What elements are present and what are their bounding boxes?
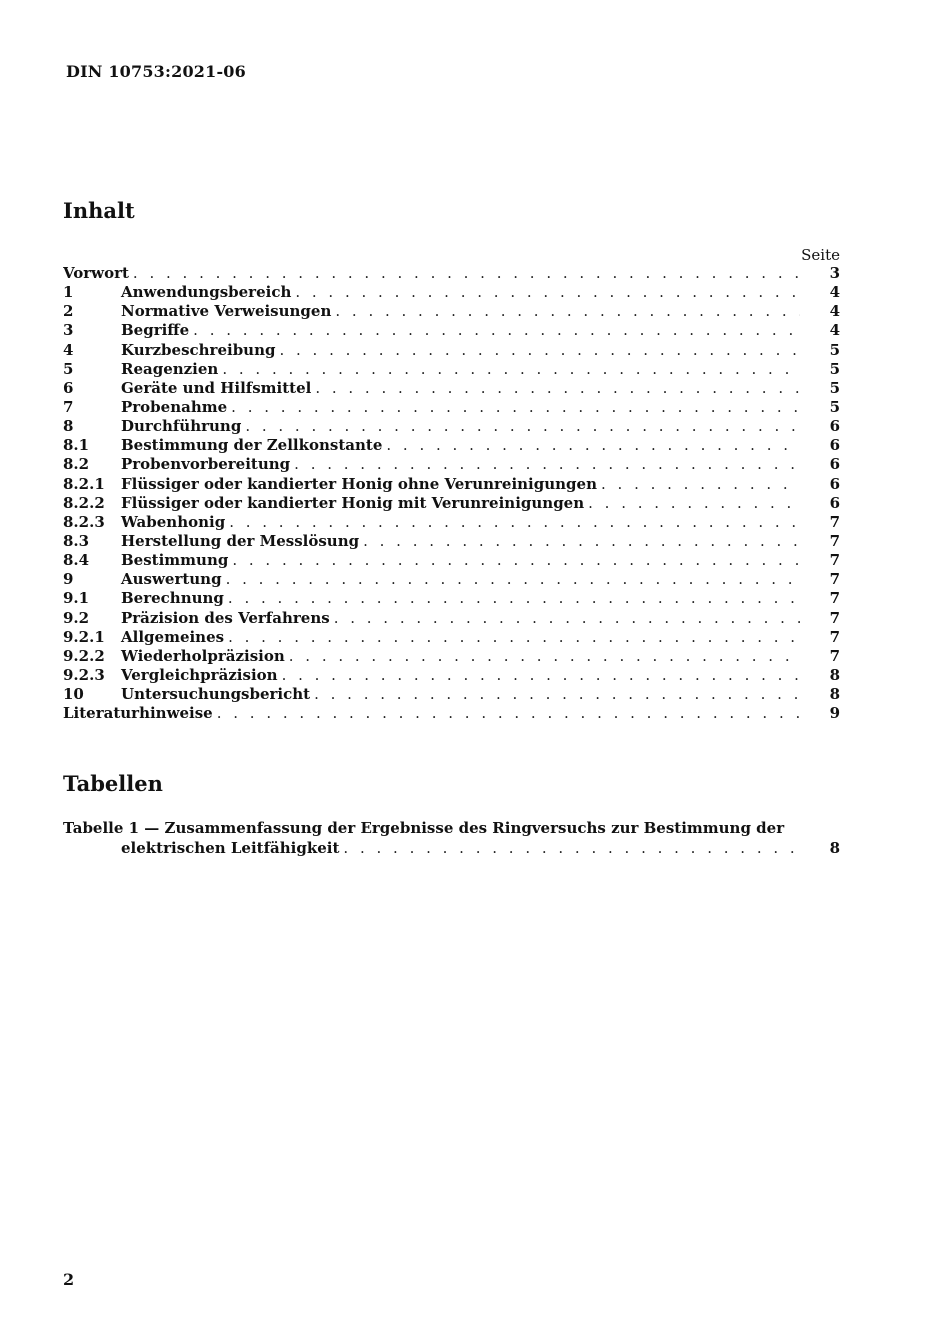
toc-entry-page: 7 bbox=[829, 551, 840, 570]
toc-entry[interactable] bbox=[63, 704, 840, 723]
leader-dots bbox=[588, 494, 800, 513]
toc-entry-page: 7 bbox=[829, 627, 840, 646]
toc-entry[interactable] bbox=[63, 475, 840, 494]
toc-entry-title: Probenahme bbox=[121, 398, 231, 417]
toc-entry-number: 8.2 bbox=[63, 455, 90, 474]
toc-entry-number: 9.2.1 bbox=[63, 627, 105, 646]
document-id: DIN 10753:2021-06 bbox=[66, 62, 246, 81]
toc-entry-page: 5 bbox=[829, 397, 840, 416]
leader-dots bbox=[295, 283, 800, 302]
toc-entry-number: 9.2.3 bbox=[63, 665, 105, 684]
toc-entry-title: Bestimmung der Zellkonstante bbox=[121, 436, 386, 455]
toc-entry-title: Kurzbeschreibung bbox=[121, 341, 279, 360]
toc-entry[interactable] bbox=[63, 283, 840, 302]
toc-entry-number: 8.2.1 bbox=[63, 474, 105, 493]
toc-entry-title: Untersuchungsbericht bbox=[121, 685, 314, 704]
toc-entry-title: Probenvorbereitung bbox=[121, 455, 294, 474]
toc-entry-number: 4 bbox=[63, 340, 74, 359]
toc-entry[interactable] bbox=[63, 532, 840, 551]
toc-entry-page: 4 bbox=[829, 302, 840, 321]
toc-entry-title: Wiederholpräzision bbox=[121, 647, 289, 666]
toc-entry-page: 6 bbox=[829, 474, 840, 493]
toc-entry-title: Auswertung bbox=[121, 570, 226, 589]
leader-dots bbox=[334, 609, 800, 628]
toc-entry-title: Anwendungsbereich bbox=[121, 283, 295, 302]
toc-entry[interactable] bbox=[63, 302, 840, 321]
leader-dots bbox=[601, 475, 800, 494]
leader-dots bbox=[228, 589, 800, 608]
leader-dots bbox=[279, 341, 800, 360]
toc-entry-number: 8.4 bbox=[63, 551, 90, 570]
table-entry-page: 8 bbox=[829, 839, 840, 857]
toc-entry-title: Wabenhonig bbox=[121, 513, 229, 532]
page-number: 2 bbox=[63, 1270, 75, 1289]
toc-entry-number: 8.3 bbox=[63, 531, 90, 550]
leader-dots bbox=[231, 398, 800, 417]
contents-heading: Inhalt bbox=[63, 198, 135, 223]
toc-entry-number: 8.2.3 bbox=[63, 512, 105, 531]
toc-entry-title: Literaturhinweise bbox=[63, 704, 217, 723]
toc-entry-title: Herstellung der Messlösung bbox=[121, 532, 363, 551]
leader-dots bbox=[217, 704, 800, 723]
toc-entry-number: 9.1 bbox=[63, 589, 90, 608]
table-entry-continuation[interactable] bbox=[63, 838, 840, 858]
toc-entry-page: 7 bbox=[829, 589, 840, 608]
leader-dots bbox=[314, 685, 800, 704]
toc-entry-title: Geräte und Hilfsmittel bbox=[121, 379, 315, 398]
toc-entry-page: 5 bbox=[829, 359, 840, 378]
toc-entry-page: 6 bbox=[829, 455, 840, 474]
page-column-label: Seite bbox=[801, 246, 840, 264]
toc-entry-number: 3 bbox=[63, 321, 74, 340]
toc-entry-title: Flüssiger oder kandierter Honig ohne Verunreinigungen bbox=[121, 475, 601, 494]
toc-entry-number: 2 bbox=[63, 302, 74, 321]
leader-dots bbox=[226, 570, 800, 589]
toc-entry-number: 7 bbox=[63, 397, 74, 416]
toc-entry[interactable] bbox=[63, 360, 840, 379]
toc-entry-page: 5 bbox=[829, 340, 840, 359]
toc-entry-page: 6 bbox=[829, 417, 840, 436]
leader-dots bbox=[315, 379, 800, 398]
toc-entry-title: Allgemeines bbox=[121, 628, 228, 647]
leader-dots bbox=[335, 302, 800, 321]
toc-entry-number: 5 bbox=[63, 359, 74, 378]
toc-entry-number: 9 bbox=[63, 570, 74, 589]
toc-entry[interactable] bbox=[63, 609, 840, 628]
toc-entry-number: 6 bbox=[63, 378, 74, 397]
toc-entry-title: Flüssiger oder kandierter Honig mit Verunreinigungen bbox=[121, 494, 588, 513]
toc-entry[interactable] bbox=[63, 455, 840, 474]
leader-dots bbox=[363, 532, 800, 551]
toc-entry[interactable] bbox=[63, 321, 840, 340]
toc-entry-title: Vergleichpräzision bbox=[121, 666, 282, 685]
toc-entry-page: 7 bbox=[829, 570, 840, 589]
toc-entry-title: Vorwort bbox=[63, 264, 133, 283]
toc-entry[interactable] bbox=[63, 685, 840, 704]
toc-entry[interactable] bbox=[63, 436, 840, 455]
toc-entry[interactable] bbox=[63, 417, 840, 436]
toc-entry[interactable] bbox=[63, 647, 840, 666]
table-entry-title-continued: elektrischen Leitfähigkeit bbox=[121, 838, 343, 858]
leader-dots bbox=[133, 264, 800, 283]
toc-entry-page: 7 bbox=[829, 608, 840, 627]
toc-entry-page: 3 bbox=[829, 264, 840, 282]
toc-entry-title: Reagenzien bbox=[121, 360, 222, 379]
toc-entry-page: 4 bbox=[829, 321, 840, 340]
toc-entry-page: 6 bbox=[829, 493, 840, 512]
toc-entry[interactable] bbox=[63, 570, 840, 589]
toc-entry[interactable] bbox=[63, 513, 840, 532]
toc-entry[interactable] bbox=[63, 551, 840, 570]
toc-entry-page: 6 bbox=[829, 436, 840, 455]
leader-dots bbox=[229, 513, 800, 532]
toc-entry-number: 10 bbox=[63, 685, 84, 704]
toc-entry-title: Präzision des Verfahrens bbox=[121, 609, 334, 628]
toc-entry-page: 8 bbox=[829, 685, 840, 704]
leader-dots bbox=[232, 551, 800, 570]
toc-entry[interactable] bbox=[63, 494, 840, 513]
table-entry-title[interactable]: Tabelle 1 — Zusammenfassung der Ergebnisse des Ringversuchs zur Bestimmung der bbox=[63, 819, 785, 837]
toc-entry-number: 1 bbox=[63, 283, 74, 302]
toc-entry-page: 8 bbox=[829, 665, 840, 684]
leader-dots bbox=[294, 455, 800, 474]
toc-entry-title: Normative Verweisungen bbox=[121, 302, 335, 321]
toc-entry[interactable] bbox=[63, 628, 840, 647]
toc-entry-page: 7 bbox=[829, 512, 840, 531]
toc-entry-page: 4 bbox=[829, 283, 840, 302]
leader-dots bbox=[386, 436, 800, 455]
table-of-contents bbox=[63, 264, 840, 723]
toc-entry[interactable] bbox=[63, 379, 840, 398]
toc-entry-title: Durchführung bbox=[121, 417, 245, 436]
toc-entry[interactable] bbox=[63, 264, 840, 283]
toc-entry-title: Begriffe bbox=[121, 321, 193, 340]
toc-entry-page: 7 bbox=[829, 646, 840, 665]
toc-entry-number: 9.2 bbox=[63, 608, 90, 627]
toc-entry-number: 8.2.2 bbox=[63, 493, 105, 512]
leader-dots bbox=[343, 838, 800, 858]
toc-entry-number: 8.1 bbox=[63, 436, 90, 455]
leader-dots bbox=[222, 360, 800, 379]
tables-heading: Tabellen bbox=[63, 771, 163, 796]
toc-entry-number: 8 bbox=[63, 417, 74, 436]
leader-dots bbox=[228, 628, 800, 647]
toc-entry-page: 9 bbox=[829, 704, 840, 723]
toc-entry-number: 9.2.2 bbox=[63, 646, 105, 665]
leader-dots bbox=[282, 666, 800, 685]
toc-entry[interactable] bbox=[63, 341, 840, 360]
leader-dots bbox=[289, 647, 800, 666]
leader-dots bbox=[193, 321, 800, 340]
toc-entry-title: Bestimmung bbox=[121, 551, 232, 570]
toc-entry-page: 5 bbox=[829, 378, 840, 397]
toc-entry-page: 7 bbox=[829, 531, 840, 550]
toc-entry[interactable] bbox=[63, 589, 840, 608]
toc-entry[interactable] bbox=[63, 398, 840, 417]
toc-entry-title: Berechnung bbox=[121, 589, 228, 608]
leader-dots bbox=[245, 417, 800, 436]
list-of-tables bbox=[63, 818, 840, 858]
toc-entry[interactable] bbox=[63, 666, 840, 685]
